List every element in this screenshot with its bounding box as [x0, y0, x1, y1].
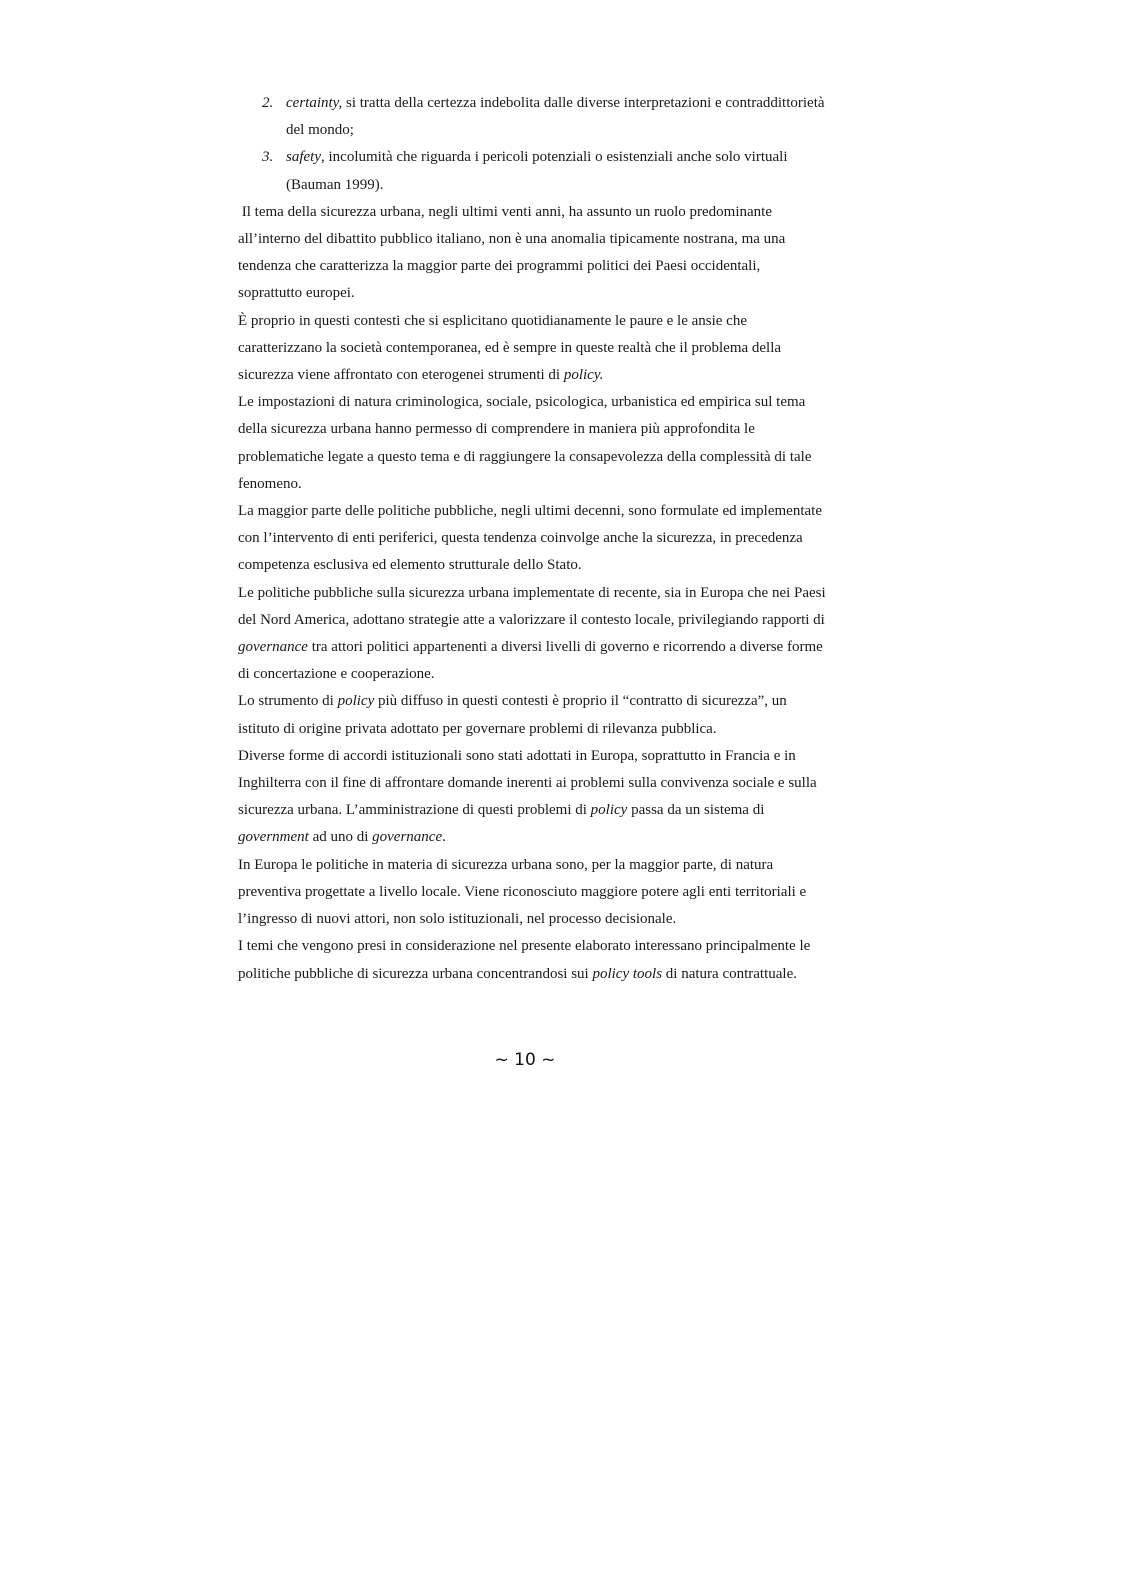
paragraph: [238, 308, 828, 390]
paragraph-emphasis: policy: [337, 693, 375, 710]
paragraph: Il tema della sicurezza urbana, negli ultimi venti anni, ha assunto un ruolo predominante all’interno del dibattito pubblico italiano, non è una anomalia tipicamente nostrana, ma una tendenza che caratterizza la maggior parte dei programmi politici dei Paesi occidentali, soprattutto europei.: [238, 203, 786, 302]
paragraph: In Europa le politiche in materia di sicurezza urbana sono, per la maggior parte, di natura preventiva progettate a livello locale. Viene riconosciuto maggiore potere agli enti territoriali e l’ingresso di nuovi attori, non solo istituzionali, nel processo decisionale.: [238, 856, 807, 928]
page-number: ~ 10 ~: [494, 1050, 556, 1070]
paragraph-emphasis: policy: [590, 802, 628, 819]
paragraph-text: più diffuso in questi contesti è proprio il “contratto di sicurezza”, un istituto di origine privata adottato per governare problemi di rilevanza pubblica.: [238, 693, 787, 737]
paragraph-text: È proprio in questi contesti che si esplicitano quotidianamente le paure e le ansie che caratterizzano la società contemporanea, ed è sempre in queste realtà che il problema della sicurezza viene affrontato con eterogenei strumenti di: [238, 312, 782, 384]
list-item: [238, 90, 828, 144]
paragraph-text: .: [442, 829, 446, 846]
paragraph-text: Lo strumento di: [238, 693, 338, 710]
paragraph-emphasis: policy.: [563, 367, 604, 384]
list-term: certainty,: [286, 95, 343, 111]
list-number: 3.: [262, 149, 274, 166]
paragraph: [238, 933, 828, 987]
paragraph-emphasis: governance: [372, 829, 443, 846]
list-text: , incolumità che riguarda i pericoli potenziali o esistenziali anche solo virtuali (Bauman 1999).: [286, 149, 788, 193]
paragraph-text: di natura contrattuale.: [662, 965, 797, 982]
paragraph-text: passa da un sistema di: [627, 802, 772, 819]
paragraph: Le impostazioni di natura criminologica, sociale, psicologica, urbanistica ed empirica sul tema della sicurezza urbana hanno permesso di comprendere in maniera più approfondita le problematiche legate a questo tema e di raggiungere la consapevolezza della complessità di tale fenomeno.: [238, 394, 812, 492]
paragraph: La maggior parte delle politiche pubbliche, negli ultimi decenni, sono formulate ed implementate con l’intervento di enti periferici, questa tendenza coinvolge anche la sicurezza, in precedenza competenza esclusiva ed elemento strutturale dello Stato.: [238, 503, 822, 574]
paragraph-emphasis: governance: [238, 639, 308, 656]
paragraph: [238, 743, 828, 852]
paragraph-emphasis: policy tools: [592, 965, 663, 982]
paragraph-text: ad uno di: [308, 829, 373, 846]
list-text: si tratta della certezza indebolita dalle diverse interpretazioni e contraddittorietà del mondo;: [286, 95, 825, 139]
list-item: [238, 144, 828, 198]
paragraph-emphasis: government: [238, 829, 309, 846]
page-body: [238, 90, 828, 988]
paragraph-text: Diverse forme di accordi istituzionali sono stati adottati in Europa, soprattutto in Francia e in Inghilterra con il fine di affrontare domande inerenti ai problemi sulla convivenza sociale e sulla sicurezza urbana. L’amministrazione di questi problemi di: [238, 747, 817, 819]
paragraph-text: I temi che vengono presi in considerazione nel presente elaborato interessano principalmente le politiche pubbliche di sicurezza urbana concentrandosi sui: [238, 938, 811, 982]
list-term: safety: [286, 149, 321, 166]
paragraph: [238, 580, 828, 689]
paragraph-text: tra attori politici appartenenti a diversi livelli di governo e ricorrendo a diverse forme di concertazione e cooperazione.: [238, 639, 823, 683]
paragraph: [238, 688, 828, 742]
paragraph-text: Le politiche pubbliche sulla sicurezza urbana implementate di recente, sia in Europa che nei Paesi del Nord America, adottano strategie atte a valorizzare il contesto locale, privilegiando rapporti di: [238, 584, 826, 628]
list-number: 2.: [262, 95, 274, 111]
